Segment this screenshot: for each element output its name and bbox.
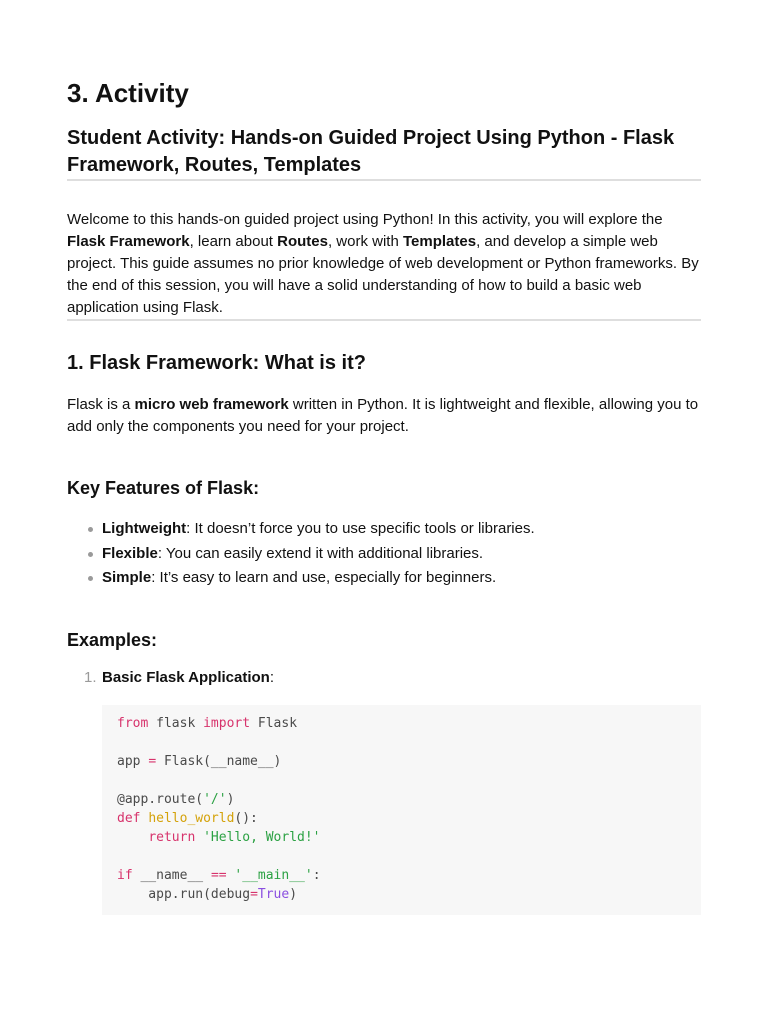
- code-text: flask: [148, 715, 204, 731]
- flask-desc-text-2: written in Python. It is lightweight and flexible, allowing you to add only the components you need for your project.: [67, 396, 699, 435]
- code-block: [102, 705, 701, 915]
- feature-text: : You can easily extend it with additional libraries.: [157, 544, 484, 562]
- code-text: ): [226, 791, 235, 807]
- intro-text-3: , work with: [327, 233, 403, 250]
- code-text: :: [312, 867, 321, 883]
- code-keyword: return: [148, 829, 196, 845]
- divider-middle: [67, 319, 701, 321]
- list-item: [84, 667, 701, 689]
- list-item: [102, 542, 701, 567]
- examples-list: [67, 667, 701, 689]
- list-item: [102, 566, 701, 591]
- example-title: Basic Flask Application: [102, 668, 270, 686]
- intro-text-1: Welcome to this hands-on guided project using Python! In this activity, you will explore the: [67, 211, 663, 228]
- feature-text: : It doesn’t force you to use specific tools or libraries.: [186, 520, 535, 537]
- activity-subtitle: Student Activity: Hands-on Guided Project Using Python - Flask Framework, Routes, Templates: [67, 127, 675, 176]
- code-keyword: from: [117, 715, 149, 731]
- divider-top: [67, 179, 701, 181]
- code-text: @app.route(: [117, 791, 204, 807]
- intro-bold-flask-framework: Flask Framework: [67, 233, 190, 250]
- code-keyword: if: [117, 867, 133, 883]
- code-string: '/': [203, 791, 227, 807]
- code-text: Flask: [250, 715, 298, 731]
- intro-paragraph: [67, 209, 701, 319]
- example-title-suffix: :: [269, 668, 274, 686]
- intro-text-2: , learn about: [189, 233, 278, 250]
- code-builtin: True: [257, 886, 290, 902]
- code-operator: =: [148, 753, 157, 769]
- code-text: [195, 830, 203, 845]
- flask-desc-text-1: Flask is a: [67, 396, 135, 413]
- intro-text-4: , and develop a simple web project. This guide assumes no prior knowledge of web development or Python frameworks. By the end of this session, you will have a solid understanding of how to build a basic web application using Flask.: [67, 233, 699, 316]
- feature-term: Lightweight: [102, 520, 187, 537]
- code-operator: =: [250, 886, 258, 902]
- code-function-name: hello_world: [148, 810, 235, 826]
- examples-heading: Examples:: [67, 629, 158, 650]
- feature-term: Flexible: [102, 544, 158, 562]
- feature-text: : It’s easy to learn and use, especially for beginners.: [151, 569, 497, 586]
- flask-desc-bold: micro web framework: [134, 396, 289, 413]
- code-text: app: [117, 753, 149, 769]
- key-features-heading: Key Features of Flask:: [67, 478, 260, 498]
- intro-bold-routes: Routes: [277, 233, 328, 250]
- page-title: 3. Activity: [67, 78, 189, 108]
- code-keyword: def: [117, 810, 141, 826]
- code-operator: ==: [210, 867, 227, 883]
- feature-term: Simple: [102, 569, 152, 586]
- intro-bold-templates: Templates: [402, 233, 477, 250]
- code-text: __name__: [132, 867, 211, 883]
- code-keyword: import: [203, 715, 251, 731]
- code-text: ): [289, 886, 298, 902]
- key-features-list: [67, 517, 701, 591]
- code-indent: [117, 830, 148, 845]
- list-item: [102, 517, 701, 542]
- section-heading-flask: 1. Flask Framework: What is it?: [67, 352, 366, 374]
- code-text: app.run(debug: [117, 886, 251, 902]
- flask-description: [67, 394, 701, 438]
- list-number: 1.: [84, 668, 97, 686]
- code-string: '__main__': [234, 867, 313, 883]
- code-text: Flask(__name__): [156, 753, 282, 769]
- code-text: ():: [234, 810, 258, 826]
- code-string: 'Hello, World!': [203, 829, 321, 845]
